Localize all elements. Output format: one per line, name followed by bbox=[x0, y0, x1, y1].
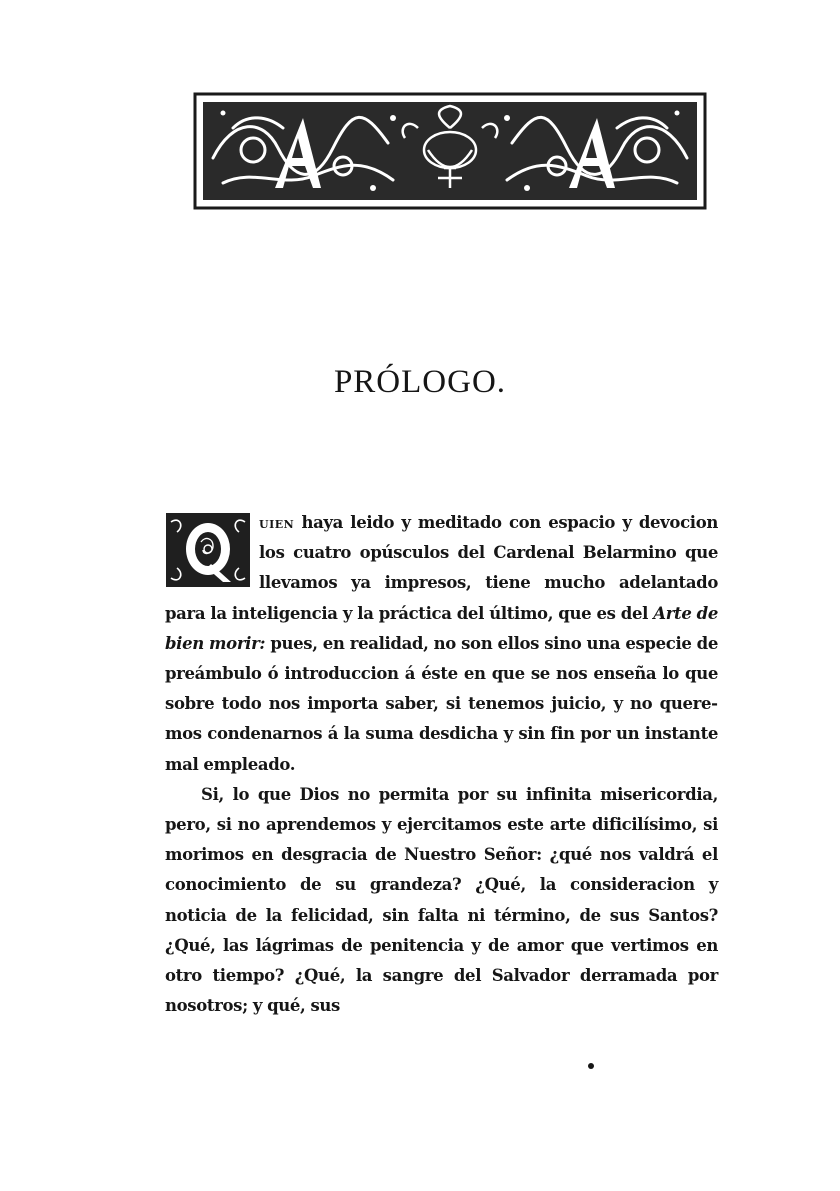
paragraph-2-text: Si, lo que Dios no permita por su infinita misericordia, pero, si no aprendemos y ejercitamos este arte dificilísimo, si morimos en desgracia de Nuestro Señor: ¿qué nos valdrá el conocimiento de su grandeza? ¿Qué, la consideracion y noticia de la felicidad, sin falta ni término, de sus Santos? ¿Qué, las lágrimas de penitencia y de amor que vertimos en otro tiempo? ¿Qué, la sangre del Salvador derramada por nosotros; y qué, sus bbox=[165, 784, 718, 1016]
signature-mark bbox=[588, 1063, 594, 1069]
paragraph-1 bbox=[165, 508, 718, 780]
paragraph-2 bbox=[165, 780, 718, 1022]
book-title-italic: Arte de bien morir: bbox=[165, 603, 719, 653]
ornamental-initial-q-icon bbox=[165, 512, 251, 588]
lead-smallcaps: uien bbox=[259, 514, 295, 532]
paragraph-1-text-b: pues, en realidad, no son ellos sino una especie de preámbulo ó introduccion á éste en que se nos enseña lo que sobre todo nos importa saber, si tenemos juicio, y no queremos condenarnos á la suma desdicha y sin fin por un instante mal empleado. bbox=[165, 633, 718, 774]
ornamental-headpiece-icon bbox=[193, 88, 707, 214]
page-title: PRÓLOGO. bbox=[333, 364, 507, 400]
paragraph-1-text-a: haya leido y meditado con espacio y devocion los cuatro opúsculos del Cardenal Belarmino que llevamos ya impresos, tiene mucho adelantado para la inteligencia y la práctica del último, que es del bbox=[165, 513, 718, 623]
ornamental-headpiece bbox=[193, 88, 707, 214]
body-text bbox=[165, 508, 718, 1021]
dropcap bbox=[165, 512, 251, 588]
